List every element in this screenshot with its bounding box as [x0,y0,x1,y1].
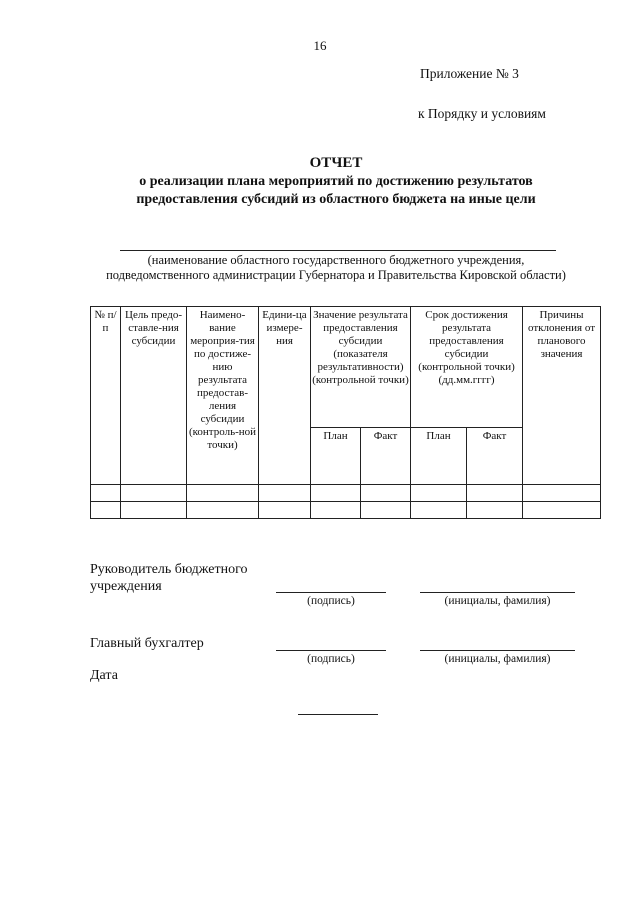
header-event: Наимено-вание мероприя-тия по достиже-нию результата предостав-ления субсидии (контроль-ной точки) [187,307,259,485]
subheader-value-plan: План [311,428,361,485]
accountant-name-line [420,650,575,651]
appendix-reference: к Порядку и условиям [418,106,546,121]
header-unit: Едини-ца измере-ния [259,307,311,485]
subheader-deadline-fact: Факт [467,428,523,485]
date-label: Дата [90,668,118,683]
accountant-signature-line [276,650,386,651]
header-goal: Цель предо-ставле-ния субсидии [121,307,187,485]
closing-line [298,714,378,715]
accountant-label: Главный бухгалтер [90,636,204,651]
header-deadline: Срок достижения результата предоставления субсидии (контрольной точки) (дд.мм.гггг) [411,307,523,428]
head-name-caption: (инициалы, фамилия) [444,595,551,607]
head-signature-caption: (подпись) [307,595,355,607]
subtitle-line: о реализации плана мероприятий по достижению результатов [139,174,533,189]
head-signature-line [276,592,386,593]
head-name-line [420,592,575,593]
appendix-number: Приложение № 3 [420,66,519,81]
subheader-value-fact: Факт [361,428,411,485]
header-reasons: Причины отклонения от планового значения [523,307,601,485]
header-num: № п/п [91,307,121,485]
institution-name-line [120,250,556,251]
header-value: Значение результата предоставления субсидии (показателя результативности) (контрольной точки) [311,307,411,428]
table-row [91,502,601,519]
table-row [91,485,601,502]
subheader-deadline-plan: План [411,428,467,485]
caption-line: подведомственного администрации Губернатора и Правительства Кировской области) [106,268,566,282]
accountant-name-caption: (инициалы, фамилия) [444,653,551,665]
accountant-signature-caption: (подпись) [307,653,355,665]
caption-line: (наименование областного государственного бюджетного учреждения, [147,253,525,267]
report-table [90,306,601,519]
document-title: ОТЧЕТ [309,155,363,171]
head-label: Руководитель бюджетного учреждения [90,562,248,594]
institution-name-caption [0,253,640,283]
document-subtitle [0,173,640,209]
page-number: 16 [313,38,327,53]
subtitle-line: предоставления субсидий из областного бюджета на иные цели [136,192,536,207]
